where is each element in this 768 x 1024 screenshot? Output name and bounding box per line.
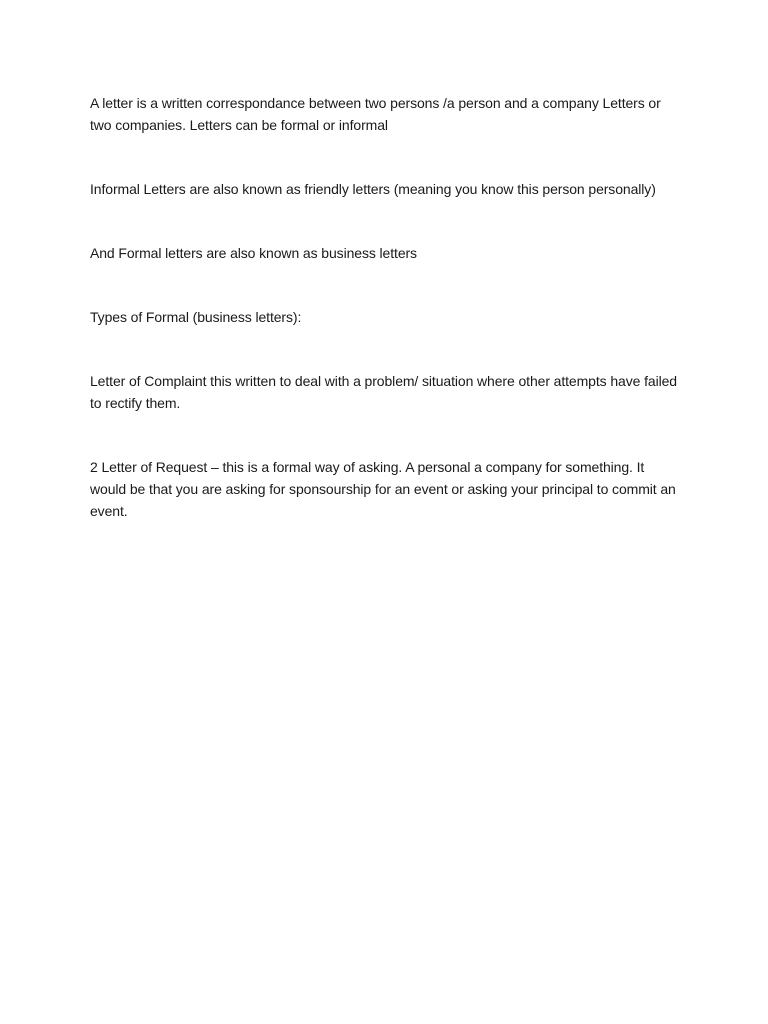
paragraph-formal-letters: And Formal letters are also known as business letters bbox=[90, 245, 417, 261]
document-body bbox=[90, 92, 682, 522]
paragraph-informal-letters: Informal Letters are also known as friendly letters (meaning you know this person personally) bbox=[90, 181, 656, 197]
paragraph-letter-of-complaint: Letter of Complaint this written to deal with a problem/ situation where other attempts have failed to rectify them. bbox=[90, 373, 677, 411]
paragraph-letter-definition: A letter is a written correspondance between two persons /a person and a company Letters or two companies. Letters can be formal or informal bbox=[90, 95, 661, 133]
paragraph-letter-of-request: 2 Letter of Request – this is a formal way of asking. A personal a company for something. It would be that you are asking for sponsourship for an event or asking your principal to commit an event. bbox=[90, 459, 676, 519]
paragraph-types-heading: Types of Formal (business letters): bbox=[90, 309, 302, 325]
